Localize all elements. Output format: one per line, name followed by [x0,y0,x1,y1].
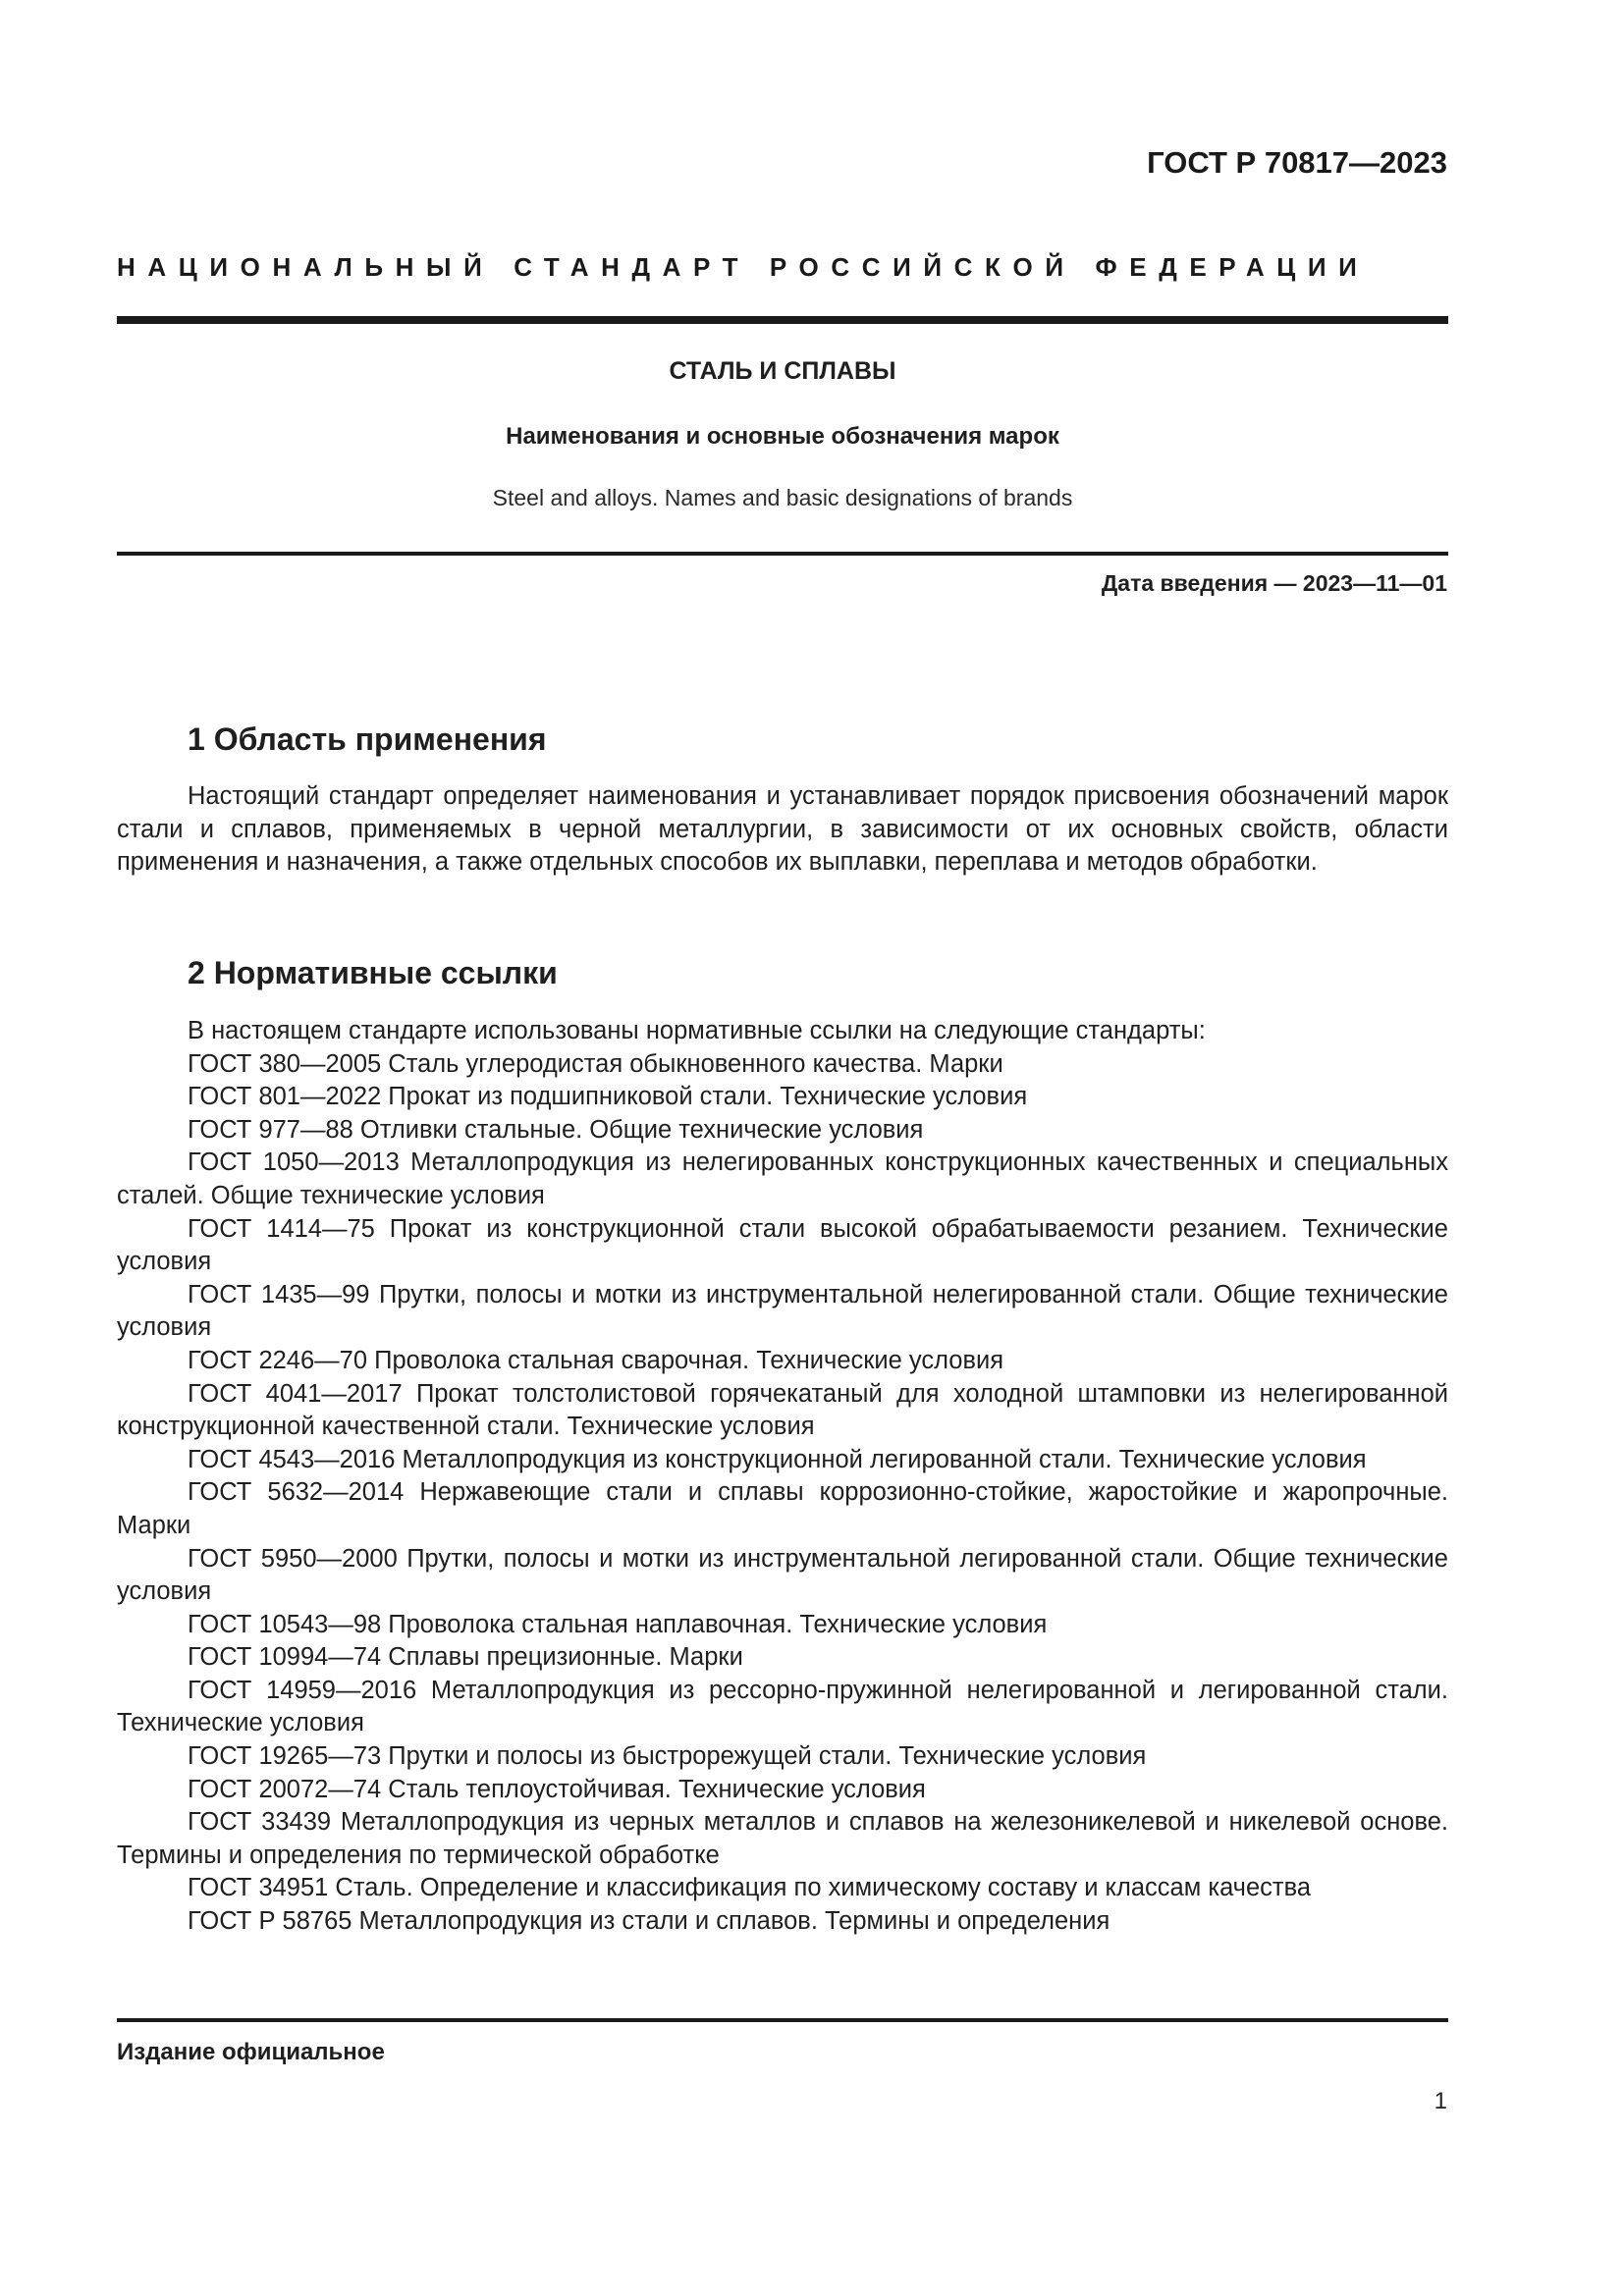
reference-item: ГОСТ 10994—74 Сплавы прецизионные. Марки [188,1643,743,1672]
reference-item: ГОСТ 977—88 Отливки стальные. Общие технические условия [188,1115,924,1144]
document-title: СТАЛЬ И СПЛАВЫ [669,357,896,385]
reference-item: ГОСТ 1050—2013 Металлопродукция из нелегированных конструкционных качественных и специальных сталей. Общие технические условия [117,1148,1448,1209]
reference-item: ГОСТ 1414—75 Прокат из конструкционной стали высокой обрабатываемости резанием. Технические условия [117,1214,1448,1276]
reference-item: ГОСТ 1435—99 Прутки, полосы и мотки из инструментальной нелегированной стали. Общие технические условия [117,1280,1448,1342]
reference-item: ГОСТ 33439 Металлопродукция из черных металлов и сплавов на железоникелевой и никелевой основе. Термины и определения по термической обработке [117,1808,1448,1869]
reference-item: ГОСТ 5950—2000 Прутки, полосы и мотки из инструментальной легированной стали. Общие технические условия [117,1544,1448,1606]
document-subtitle: Наименования и основные обозначения марок [506,423,1059,450]
reference-item: ГОСТ 14959—2016 Металлопродукция из рессорно-пружинной нелегированной и легированной стали. Технические условия [117,1676,1448,1737]
official-edition-label: Издание официальное [117,2039,385,2065]
reference-item: ГОСТ 4041—2017 Прокат толстолистовой горячекатаный для холодной штамповки из нелегированной конструкционной качественной стали. Технические условия [117,1379,1448,1441]
title-divider [117,552,1448,556]
introduction-date: Дата введения — 2023—11—01 [1101,570,1447,596]
reference-item: ГОСТ 34951 Сталь. Определение и классификация по химическому составу и классам качества [188,1874,1312,1902]
document-title-english: Steel and alloys. Names and basic designations of brands [492,485,1073,510]
standard-id: ГОСТ Р 70817—2023 [1147,145,1447,180]
section-2-heading: 2 Нормативные ссылки [188,955,558,990]
reference-item: ГОСТ 19265—73 Прутки и полосы из быстрорежущей стали. Технические условия [188,1742,1147,1771]
page-number: 1 [1434,2088,1447,2114]
reference-item: ГОСТ 801—2022 Прокат из подшипниковой стали. Технические условия [188,1083,1028,1111]
footer-divider [117,2018,1448,2022]
header-divider [117,316,1448,324]
reference-item: ГОСТ 10543—98 Проволока стальная наплавочная. Технические условия [188,1610,1048,1638]
references-intro: В настоящем стандарте использованы нормативные ссылки на следующие стандарты: [188,1017,1206,1044]
reference-item: ГОСТ 380—2005 Сталь углеродистая обыкновенного качества. Марки [188,1049,1003,1078]
reference-item: ГОСТ 2246—70 Проволока стальная сварочная. Технические условия [188,1346,1004,1374]
normative-references [117,1015,1448,1939]
reference-item: ГОСТ 5632—2014 Нержавеющие стали и сплавы коррозионно-стойкие, жаростойкие и жаропрочные. Марки [117,1478,1448,1539]
reference-item: ГОСТ 20072—74 Сталь теплоустойчивая. Технические условия [188,1775,926,1803]
reference-item: ГОСТ 4543—2016 Металлопродукция из конструкционной легированной стали. Технические условия [188,1445,1367,1473]
reference-item: ГОСТ Р 58765 Металлопродукция из стали и сплавов. Термины и определения [188,1907,1110,1936]
national-standard-banner: НАЦИОНАЛЬНЫЙ СТАНДАРТ РОССИЙСКОЙ ФЕДЕРАЦИИ [117,252,1370,282]
section-1-text: Настоящий стандарт определяет наименования и устанавливает порядок присвоения обозначений марок стали и сплавов, применяемых в черной металлургии, в зависимости от их основных свойств, области применения и назначения, а также отдельных способов их выплавки, переплава и методов обработки. [117,782,1448,877]
section-1-heading: 1 Область применения [188,721,547,757]
